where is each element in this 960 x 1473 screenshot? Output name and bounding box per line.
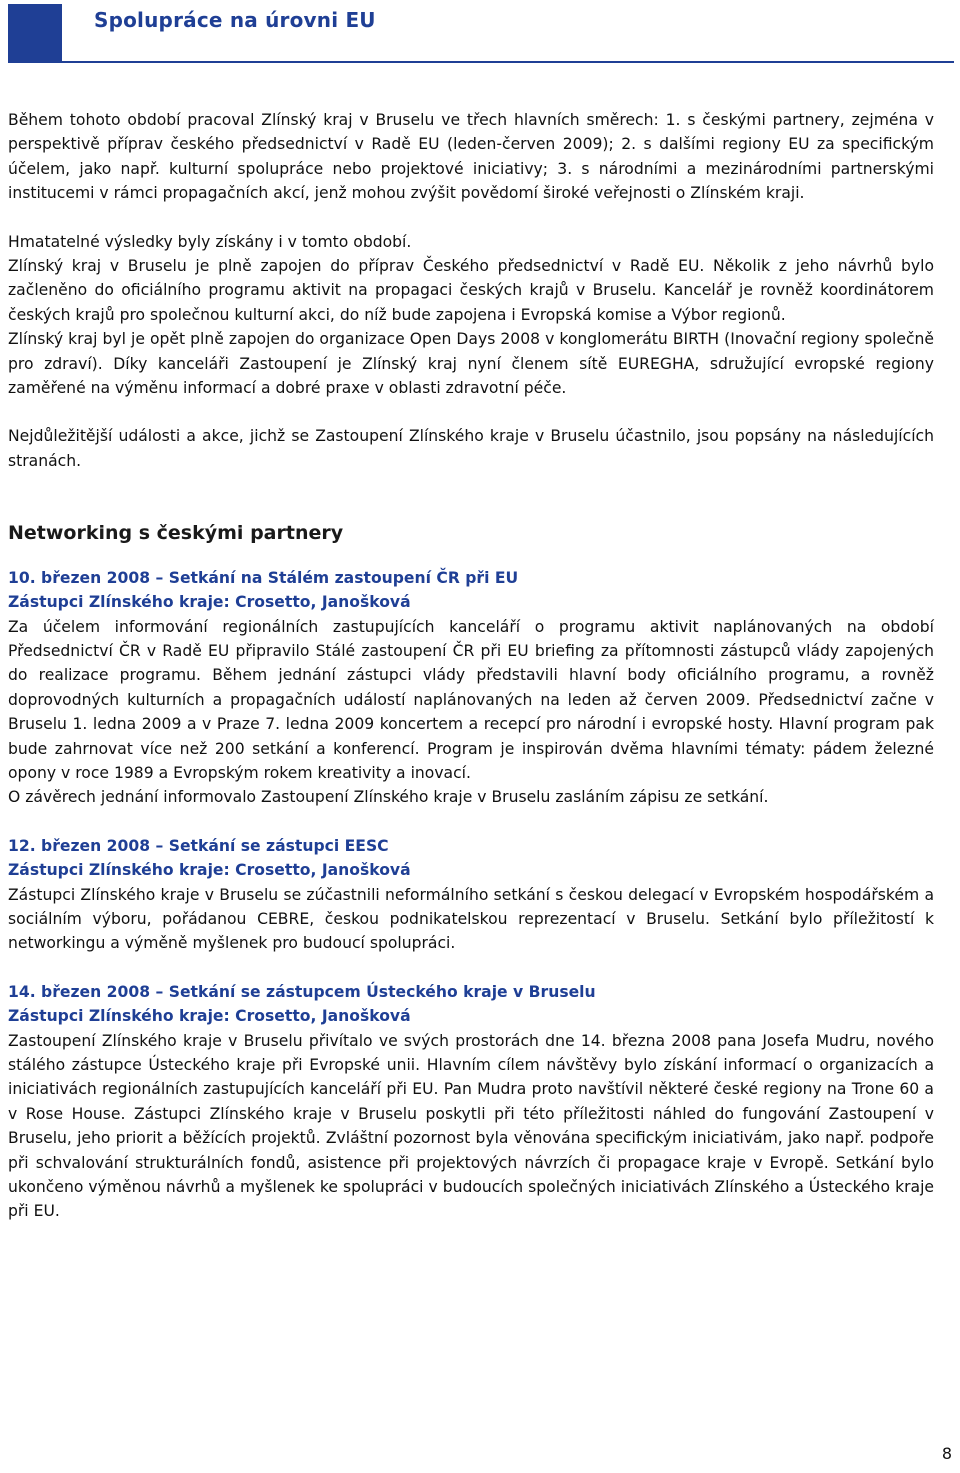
intro-paragraph-1: Během tohoto období pracoval Zlínský kraj v Bruselu ve třech hlavních směrech: 1. s českými partnery, zejména v perspektivě příprav českého předsednictví v Radě EU (leden-červen 2009); 2. s dalšími regiony EU za specifickým účelem, jako např. kulturní spolupráce nebo projektové iniciativy; 3. s národními a mezinárodními partnerskými institucemi v rámci propagačních akcí, jenž mohou zvýšit povědomí široké veřejnosti o Zlínském kraji. (8, 111, 934, 203)
event-body: Zastoupení Zlínského kraje v Bruselu přivítalo ve svých prostorách dne 14. března 2008 pana Josefa Mudru, nového stálého zástupce Ústeckého kraje při Evropské unii. Hlavním cílem návštěvy bylo získání informací o organizacích a iniciativách regionálních zastupujících kanceláří při EU. Pan Mudra proto navštívil některé české regiony na Trone 60 a v Rose House. Zástupci Zlínského kraje v Bruselu poskytli při této příležitosti náhled do fungování Zastoupení v Bruselu, jeho priorit a běžících projektů. Zvláštní pozornost byla věnována specifickým iniciativám, jako např. podpoře při schvalování strukturálních fondů, asistence při projektových návrzích či propagace kraje v Evropě. Setkání bylo ukončeno výměnou návrhů a myšlenek ke spolupráci v budoucích společných iniciativách Zlínského a Ústeckého kraje při EU. (8, 1031, 934, 1221)
event-body: Za účelem informování regionálních zastupujících kanceláří o programu aktivit naplánovaných na období Předsednictví ČR v Radě EU připravilo Stálé zastoupení ČR při EU briefing za přítomnosti zástupců vlády zapojených do realizace programu. Během jednání zástupci vlády představili hlavní body oficiálního programu, a rovněž doprovodných kulturních a propagačních událostí naplánovaných na leden až červen 2009. Předsednictví začne v Bruselu 1. ledna 2009 a v Praze 7. ledna 2009 koncertem a recepcí pro národní i evropské hosty. Hlavní program pak bude zahrnovat více než 200 setkání a konferencí. Program je inspirován dvěma hlavními tématy: pádem železné opony v roce 1989 a Evropským rokem kreativity a inovací. (8, 617, 934, 782)
event-body-conclusion: O závěrech jednání informovalo Zastoupení Zlínského kraje v Bruselu zasláním zápisu ze setkání. (8, 788, 769, 807)
page-header (8, 4, 954, 63)
header-title: Spolupráce na úrovni EU (94, 8, 376, 32)
intro-paragraph-5: Nejdůležitější události a akce, jichž se Zastoupení Zlínského kraje v Bruselu účastnilo, jsou popsány na následujících stranách. (8, 427, 934, 470)
header-color-block (8, 4, 62, 61)
intro-paragraph-2: Hmatatelné výsledky byly získány i v tomto období. (8, 232, 412, 251)
event-title: 10. březen 2008 – Setkání na Stálém zastoupení ČR při EU (8, 568, 519, 587)
intro-paragraph-4: Zlínský kraj byl je opět plně zapojen do organizace Open Days 2008 v konglomerátu BIRTH (Inovační regiony společně pro zdraví). Díky kanceláři Zastoupení je Zlínský kraj nyní členem sítě EUREGHA, sdružující evropské regiony zaměřené na výměnu informací a dobré praxe v oblasti zdravotní péče. (8, 330, 934, 398)
section-title: Networking s českými partnery (8, 522, 344, 545)
document-body (8, 108, 934, 1224)
event-title: 12. březen 2008 – Setkání se zástupci EESC (8, 836, 389, 855)
event-representatives: Zástupci Zlínského kraje: Crosetto, Janošková (8, 593, 411, 612)
intro-paragraph-3: Zlínský kraj v Bruselu je plně zapojen do příprav Českého předsednictví v Radě EU. Několik z jeho návrhů bylo začleněno do oficiálního programu aktivit na propagaci českých krajů v Bruselu. Kancelář je rovněž koordinátorem českých krajů pro společnou kulturní akci, do níž bude zapojena i Evropská komise a Výbor regionů. (8, 257, 934, 324)
event-representatives: Zástupci Zlínského kraje: Crosetto, Janošková (8, 861, 411, 880)
event-representatives: Zástupci Zlínského kraje: Crosetto, Janošková (8, 1007, 411, 1026)
event-title: 14. březen 2008 – Setkání se zástupcem Ústeckého kraje v Bruselu (8, 982, 596, 1001)
page-number: 8 (941, 1444, 952, 1463)
event-3 (8, 980, 934, 1224)
event-2 (8, 834, 934, 956)
event-body: Zástupci Zlínského kraje v Bruselu se zúčastnili neformálního setkání s českou delegací v Evropském hospodářském a sociálním výboru, pořádanou CEBRE, českou podnikatelskou reprezentací v Bruselu. Setkání bylo příležitostí k networkingu a výměně myšlenek pro budoucí spolupráci. (8, 885, 934, 953)
event-1 (8, 566, 934, 810)
